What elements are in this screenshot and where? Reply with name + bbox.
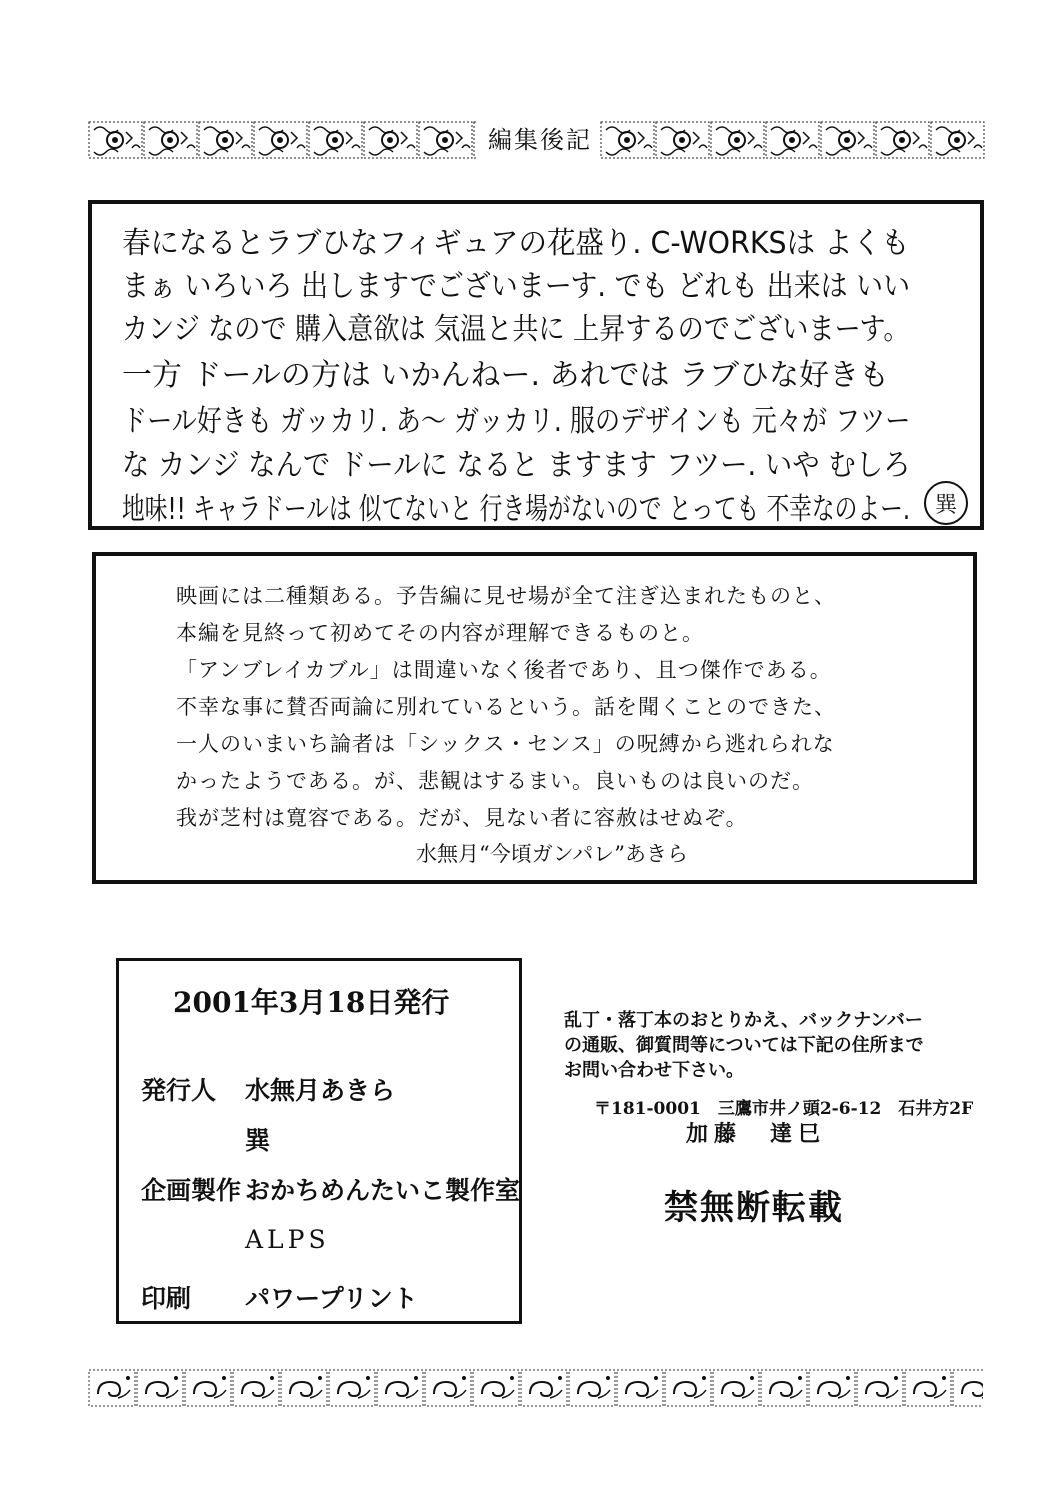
- planning-label: 企画製作: [141, 1176, 242, 1205]
- review-line: 本編を見終って初めてその内容が理解できるものと。: [176, 621, 704, 645]
- notice-line: 乱丁・落丁本のおとりかえ、バックナンバー: [564, 1010, 923, 1031]
- handwritten-line: カンジ なので 購入意欲は 気温と共に 上昇するのでございまーす。: [122, 312, 910, 347]
- review-line: 一人のいまいち論者は「シックス・センス」の呪縛から逃れられな: [176, 732, 835, 756]
- planning-name: おかちめんたいこ製作室: [245, 1176, 521, 1205]
- no-reprint-notice: 禁無断転載: [664, 1188, 844, 1228]
- notice-line: お問い合わせ下さい。: [564, 1060, 744, 1081]
- postal-address: 〒181-0001 三鷹市井ノ頭2-6-12 石井方2F: [594, 1099, 974, 1119]
- page-title: 編集後記: [488, 126, 592, 154]
- review-line: 我が芝村は寛容である。だが、見ない者に容赦はせぬぞ。: [176, 806, 748, 830]
- handwritten-line: ドール好きも ガッカリ. あ〜 ガッカリ. 服のデザインも 元々が フツー: [122, 404, 911, 439]
- colophon-box: [116, 958, 522, 1324]
- planning-name-2: ALPS: [245, 1225, 330, 1254]
- notice-line: の通販、御質問等については下記の住所まで: [564, 1035, 924, 1056]
- handwritten-line: 春になるとラブひなフィギュアの花盛り. C-WORKSは よくも: [122, 226, 910, 261]
- publisher-row: [141, 1071, 241, 1107]
- publisher-label: 発行人: [141, 1076, 217, 1105]
- printing-name: パワープリント: [245, 1284, 418, 1313]
- contact-name: 加藤 達巳: [686, 1121, 827, 1147]
- handwritten-line: まぁ いろいろ 出しますでございまーす. でも どれも 出来は いい: [122, 269, 911, 304]
- ornament-border-top-left: [88, 120, 478, 160]
- handwritten-line: 一方 ドールの方は いかんねー. あれでは ラブひな好きも: [122, 358, 890, 393]
- review-line: 不幸な事に賛否両論に別れているという。話を聞くことのできた、: [176, 695, 836, 719]
- inquiry-notice: [564, 1008, 964, 1083]
- review-signature: 水無月“今頃ガンパレ”あきら: [416, 842, 689, 866]
- printing-row: [141, 1279, 241, 1315]
- handwritten-line: な カンジ なんで ドールに なると ますます フツー. いや むしろ: [122, 448, 911, 483]
- ornament-border-bottom: [88, 1368, 983, 1408]
- review-line: 「アンブレイカブル」は間違いなく後者であり、且つ傑作である。: [176, 658, 832, 682]
- handwritten-note-box: [88, 200, 984, 530]
- review-line: 映画には二種類ある。予告編に見せ場が全て注ぎ込まれたものと、: [176, 584, 836, 608]
- planning-row: [141, 1171, 241, 1207]
- review-line: かったようである。が、悲観はするまい。良いものは良いのだ。: [176, 769, 814, 793]
- ornament-border-top-right: [600, 120, 985, 160]
- publisher-name: 水無月あきら: [245, 1076, 396, 1105]
- publisher-name-2: 巽: [245, 1126, 271, 1155]
- author-signature-mark: 巽: [924, 481, 968, 525]
- printing-label: 印刷: [141, 1284, 192, 1313]
- review-text-box: [92, 552, 977, 884]
- publication-date: 2001年3月18日発行: [173, 986, 450, 1019]
- handwritten-line: 地味!! キャラドールは 似てないと 行き場がないので とっても 不幸なのよー.: [122, 492, 911, 527]
